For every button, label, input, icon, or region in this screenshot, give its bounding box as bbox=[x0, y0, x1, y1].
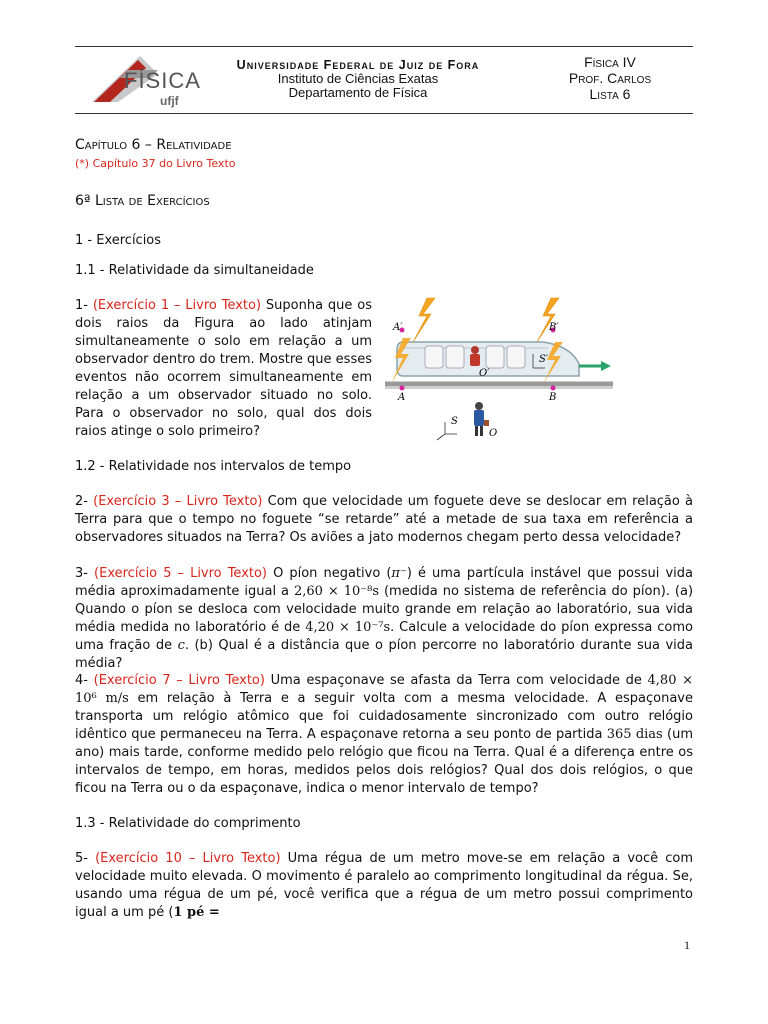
page-number: 1 bbox=[684, 938, 690, 952]
spaceship-speed: 4,80 × 10⁶ m/s bbox=[75, 673, 693, 706]
exercise-3-text-1: O píon negativo ( bbox=[273, 566, 392, 581]
label-o-prime: O′ bbox=[479, 368, 490, 379]
foot-equation: 1 pé = bbox=[173, 905, 220, 920]
subsection-simultaneity: 1.1 - Relatividade da simultaneidade bbox=[75, 263, 314, 278]
exercise-4-text-3: (um ano) mais tarde, conforme medido pelo relógio que ficou na Terra. Qual é a diferença entre os intervalos de tempo, em horas, medidos pelos dois relógios? Qual dos dois relógios, o que ficou na Terra ou o da espaçonave, indica o menor intervalo de tempo? bbox=[75, 727, 693, 796]
subsection-time-intervals: 1.2 - Relatividade nos intervalos de tempo bbox=[75, 459, 352, 474]
exercise-5-number: 5- bbox=[75, 851, 88, 866]
department-name: Departamento de Física bbox=[288, 85, 428, 100]
exercise-1 bbox=[75, 297, 372, 441]
label-o: O bbox=[489, 428, 498, 439]
chapter-title: Capítulo 6 – Relatividade bbox=[75, 137, 232, 153]
exercise-2-number: 2- bbox=[75, 494, 88, 509]
exercise-3 bbox=[75, 565, 693, 673]
label-s-prime: S′ bbox=[539, 354, 549, 365]
exercise-1-text: Suponha que os dois raios da Figura ao lado atinjam simultaneamente o solo em relação a um observador dentro do trem. Mostre que esses eventos não ocorrem simultaneamente em relação a um observador situado no solo. Para o observador no solo, qual dos dois raios atinge o solo primeiro? bbox=[75, 298, 373, 439]
exercise-4-text-1: Uma espaçonave se afasta da Terra com velocidade de bbox=[270, 673, 648, 688]
exercise-2-ref: (Exercício 3 – Livro Texto) bbox=[93, 494, 263, 509]
exercise-3-text-2: ) é uma partícula instável que possui vida média aproximadamente igual a bbox=[75, 566, 693, 599]
exercise-2 bbox=[75, 493, 693, 547]
exercise-3-text-4: . Calcule a velocidade do píon expressa como uma fração de bbox=[75, 620, 693, 653]
header-course-info bbox=[540, 54, 680, 102]
fisica-ufjf-logo bbox=[88, 52, 208, 108]
list-title: 6ª Lista de Exercícios bbox=[75, 193, 210, 209]
pion-lifetime: 2,60 × 10⁻⁸s bbox=[293, 584, 379, 599]
label-s: S bbox=[451, 416, 458, 427]
exercise-3-ref: (Exercício 5 – Livro Texto) bbox=[94, 566, 268, 581]
institute-name: Instituto de Ciências Exatas bbox=[277, 71, 439, 86]
pion-symbol: π⁻ bbox=[391, 566, 407, 581]
exercise-3-text-5: . (b) Qual é a distância que o píon percorre no laboratório durante sua vida média? bbox=[75, 638, 693, 671]
exercise-5-text-1: Uma régua de um metro move-se em relação a você com velocidade muito elevada. O movimento é paralelo ao comprimento longitudinal da régua. Se, usando uma régua de um pé, você verifica que a régua de um metro possui comprimento igual a um pé ( bbox=[75, 851, 693, 920]
exercise-1-number: 1- bbox=[75, 298, 88, 313]
logo-text: FÍSICA bbox=[124, 68, 201, 93]
subsection-length: 1.3 - Relatividade do comprimento bbox=[75, 816, 301, 831]
label-b: B bbox=[549, 392, 557, 403]
exercise-2-text: Com que velocidade um foguete deve se deslocar em relação à Terra para que o tempo no foguete “se retarde” até a metade de sua taxa em referência a observadores situados na Terra? Os aviões a jato modernos chegam perto dessa velocidade? bbox=[75, 494, 693, 545]
exercise-5 bbox=[75, 850, 693, 922]
trip-duration: 365 dias bbox=[606, 727, 663, 742]
exercise-4-number: 4- bbox=[75, 673, 88, 688]
course-name: Física IV bbox=[584, 54, 636, 70]
list-number: Lista 6 bbox=[589, 86, 631, 102]
pion-lifetime-lab: 4,20 × 10⁻⁷s bbox=[305, 620, 391, 635]
label-a-prime: A′ bbox=[393, 322, 403, 333]
university-name: Universidade Federal de Juiz de Fora bbox=[236, 58, 480, 72]
chapter-note: (*) Capítulo 37 do Livro Texto bbox=[75, 157, 236, 170]
exercise-3-number: 3- bbox=[75, 566, 88, 581]
exercise-4-ref: (Exercício 7 – Livro Texto) bbox=[93, 673, 265, 688]
section-exercises: 1 - Exercícios bbox=[75, 233, 162, 248]
exercise-4 bbox=[75, 672, 693, 798]
header-institution bbox=[215, 58, 501, 100]
label-b-prime: B′ bbox=[549, 322, 559, 333]
exercise-5-ref: (Exercício 10 – Livro Texto) bbox=[95, 851, 281, 866]
logo-sub: ufjf bbox=[160, 94, 179, 108]
exercise-4-text-2: em relação à Terra e a seguir volta com a mesma velocidade. A espaçonave transporta um relógio atômico que foi cuidadosamente sincronizado com outro relógio idêntico que permaneceu na Terra. A espaçonave retorna a seu ponto de partida bbox=[75, 691, 694, 742]
header-top-rule bbox=[75, 46, 693, 47]
exercise-1-ref: (Exercício 1 – Livro Texto) bbox=[92, 298, 262, 313]
speed-of-light-symbol: c bbox=[177, 638, 185, 653]
professor-name: Prof. Carlos bbox=[568, 70, 652, 86]
header-bottom-rule bbox=[75, 113, 693, 114]
train-lightning-figure bbox=[383, 296, 615, 446]
label-a: A bbox=[398, 392, 406, 403]
exercise-3-text-3: (medida no sistema de referência do píon). (a) Quando o píon se desloca com velocidade muito grande em relação ao laboratório, sua vida média medida no laboratório é de bbox=[75, 584, 694, 635]
